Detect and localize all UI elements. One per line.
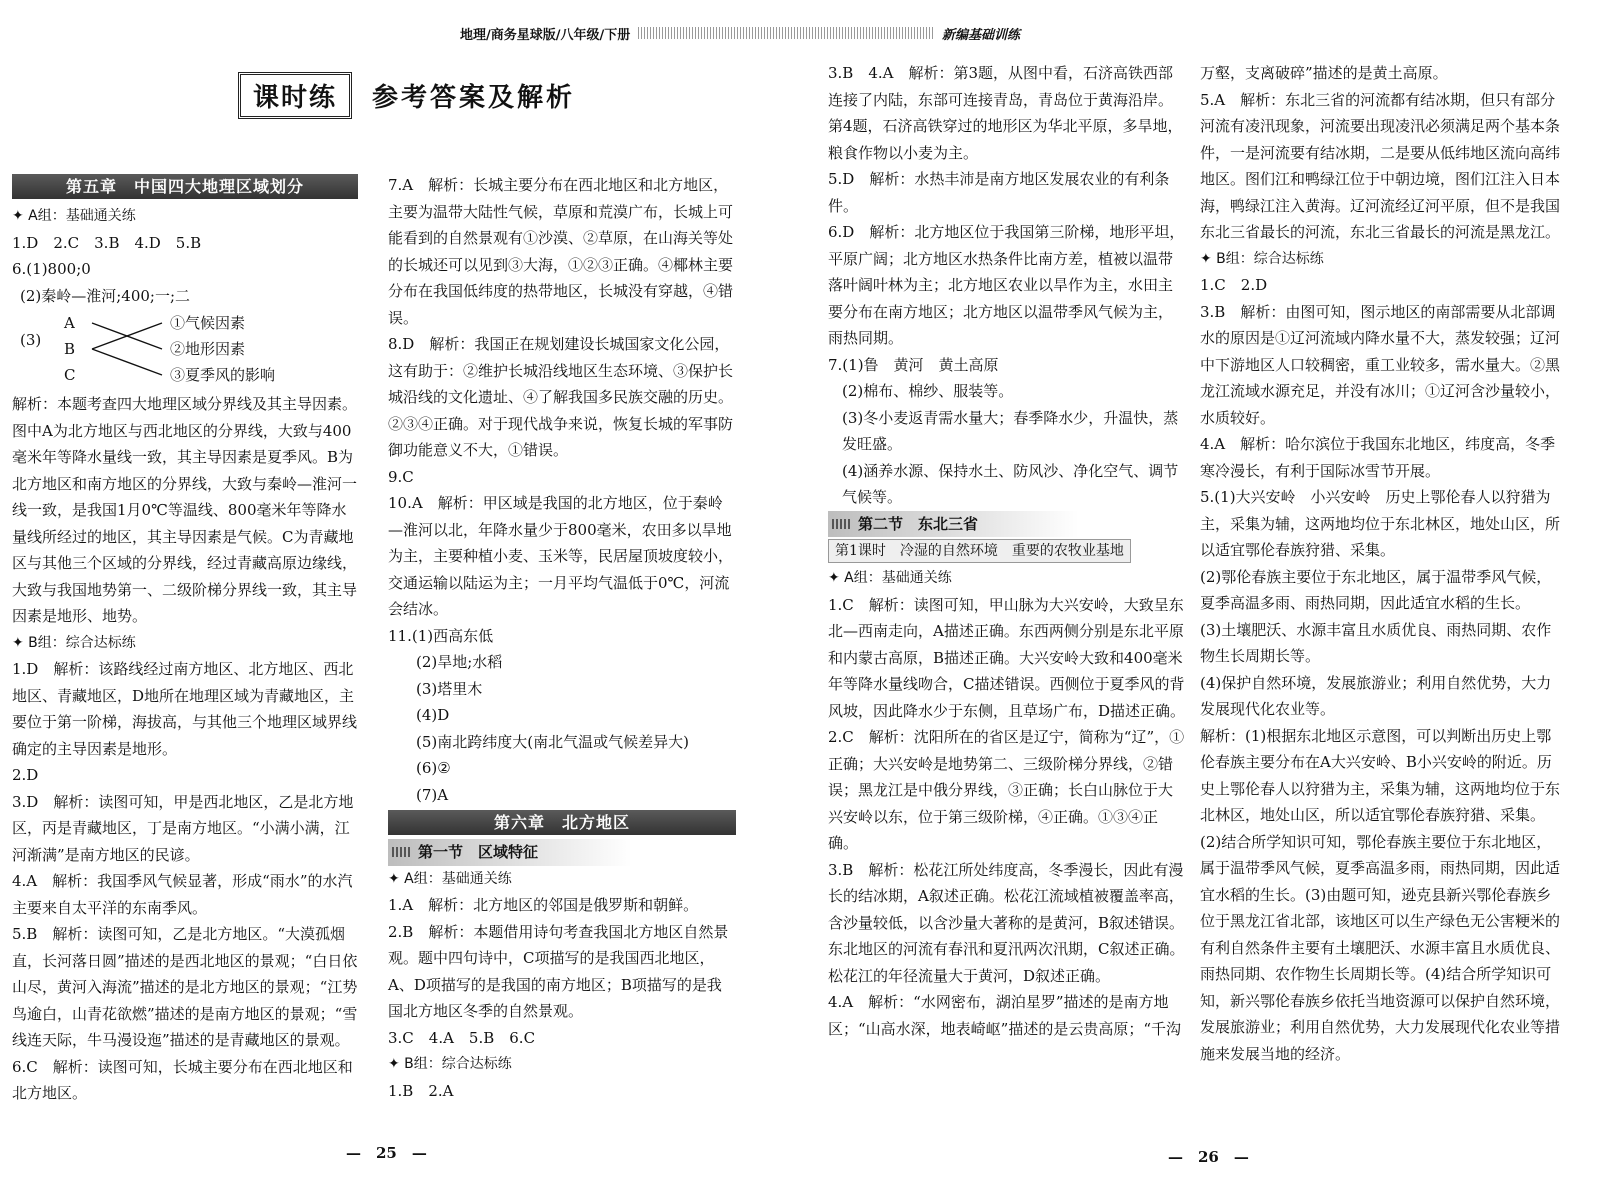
header-subject: 地理/商务星球版/八年级/下册 [460,27,631,43]
explanation: 解析：本题考查四大地理区域分界线及其主导因素。图中A为北方地区与西北地区的分界线，大致与400毫米年等降水量线一致，其主导因素是夏季风。B为北方地区和南方地区的分界线，大致与秦岭—淮河一线一致，是我国1月0℃等温线、800毫米年等降水量线所经过的地区，其主导因素是气候。C为青藏地区与其他三个区域的分界线，经过青藏高原边缘线，大致与我国地势第一、二级阶梯分界线一致，其主导因素是地形、地势。 [12,395,358,625]
explanation: 2.C 解析：沈阳所在的省区是辽宁，简称为“辽”，①正确；大兴安岭是地势第二、三级阶梯分界线，②错误；黑龙江是中俄分界线，③正确；长白山脉位于大兴安岭以东，位于第三级阶梯，④正确。①③④正确。 [828,728,1185,852]
group-b-label: ✦ B组：综合达标练 [12,634,136,651]
chapter-6-banner: 第六章 北方地区 [388,810,736,835]
header-series: 新编基础训练 [941,27,1020,43]
explanation: 8.D 解析：我国正在规划建设长城国家文化公园，这有助于：②维护长城沿线地区生态环境、③保护长城沿线的文化遗址、④了解我国多民族交融的历史。②③④正确。对于现代战争来说，恢复长城的军事防御功能意义不大，①错误。 [388,335,734,459]
title-main: 参考答案及解析 [372,83,576,113]
answer-line: (2)棉布、棉纱、服装等。 [842,382,1014,400]
answer-line: (2)秦岭—淮河;400;一;二 [20,286,191,305]
explanation: 3.B 4.A 解析：第3题，从图中看，石济高铁西部连接了内陆，东部可连接青岛，青岛位于黄海沿岸。第4题，石济高铁穿过的地形区为华北平原，多旱地，粮食作物以小麦为主。 [828,64,1183,162]
explanation: 6.C 解析：读图可知，长城主要分布在西北地区和北方地区。 [12,1057,353,1102]
explanation: 5.(1)大兴安岭 小兴安岭 历史上鄂伦春人以狩猎为主，采集为辅，这两地均位于东北林区，地处山区，所以适宜鄂伦春族狩猎、采集。 [1200,488,1561,559]
group-b-label: ✦ B组：综合达标练 [388,1056,512,1072]
column-3 [828,60,1186,1042]
page-number-left: — 25 — [346,1144,427,1162]
explanation: (2)鄂伦春族主要位于东北地区，属于温带季风气候，夏季高温多雨、雨热同期，因此适宜水稻的生长。 [1200,567,1552,612]
diagram-option-2: ②地形因素 [170,340,246,358]
explanation: 5.B 解析：读图可知，乙是北方地区。“大漠孤烟直，长河落日圆”描述的是西北地区的景观；“白日依山尽，黄河入海流”描述的是北方地区的景观；“江势鸟逾白，山青花欲燃”描述的是南方地区的景观；“雪线连天际，牛马漫设迤”描述的是青藏地区的景观。 [12,925,358,1049]
explanation: 3.B 解析：松花江所处纬度高，冬季漫长，因此有漫长的结冰期，A叙述正确。松花江流域植被覆盖率高，含沙量较低，以含沙量大著称的是黄河，B叙述错误。东北地区的河流有春汛和夏汛两次汛期，C叙述正确。松花江的年径流量大于黄河，D叙述正确。 [828,860,1185,985]
diagram-option-1: ①气候因素 [170,314,246,332]
answer-line: 11.(1)西高东低 [388,626,494,645]
explanation: 4.A 解析：我国季风气候显著，形成“雨水”的水汽主要来自太平洋的东南季风。 [12,872,353,917]
chapter-5-banner: 第五章 中国四大地理区域划分 [12,174,358,199]
group-a-label: ✦ A组：基础通关练 [12,208,136,224]
running-header [460,22,1020,44]
section-heading: 第一节 区域特征 [388,839,736,866]
section-heading: 第二节 东北三省 [828,511,1186,538]
explanation: 7.A 解析：长城主要分布在西北地区和北方地区，主要为温带大陆性气候，草原和荒漠广布，长城上可能看到的自然景观有①沙漠、②草原，在山海关等处的长城还可以见到③大海，①②③正确。④椰林主要分布在我国低纬度的热带地区，长城没有穿越，④错误。 [388,176,734,327]
explanation: 解析：(1)根据东北地区示意图，可以判断出历史上鄂伦春族主要分布在A大兴安岭、B小兴安岭的附近。历史上鄂伦春人以狩猎为主，采集为辅，这两地均位于东北林区，地处山区，所以适宜鄂伦春族狩猎、采集。(2)结合所学知识可知，鄂伦春族主要位于东北地区，属于温带季风气候，夏季高温多雨，雨热同期，因此适宜水稻的生长。(3)由题可知，逊克县新兴鄂伦春族乡位于黑龙江省北部，该地区可以生产绿色无公害粳米的有利自然条件主要有土壤肥沃、水源丰富且水质优良、雨热同期、农作物生长周期长等。(4)结合所学知识可知，新兴鄂伦春族乡依托当地资源可以保护自然环境，发展旅游业；利用自然优势，大力发展现代化农业等措施来发展当地的经济。 [1200,726,1561,1063]
page-title [238,72,575,119]
answer-line: 6.(1)800;0 [12,260,91,278]
explanation: 4.A 解析：“水网密布，湖泊星罗”描述的是南方地区；“山高水深，地表崎岖”描述的是云贵高原；“千沟 [828,993,1182,1038]
answer-line: 1.C 2.D [1200,276,1268,294]
header-divider [638,27,934,39]
answer-line: (4)涵养水源、保持水土、防风沙、净化空气、调节气候等。 [842,461,1179,506]
answer-line: 1.D 2.C 3.B 4.D 5.B [12,233,202,252]
column-2 [388,172,736,1104]
diagram-paren: (3) [20,331,42,349]
explanation: 10.A 解析：甲区域是我国的北方地区，位于秦岭—淮河以北，年降水量少于800毫米，农田多以旱地为主，主要种植小麦、玉米等，民居屋顶坡度较小，交通运输以陆运为主；一月平均气温低于0℃，河流会结冰。 [388,494,734,618]
explanation: 2.B 解析：本题借用诗句考查我国北方地区自然景观。题中四句诗中，C项描写的是我国西北地区，A、D项描写的是我国的南方地区；B项描写的是我国北方地区冬季的自然景观。 [388,922,729,1020]
explanation: 万壑，支离破碎”描述的是黄土高原。 [1200,64,1448,82]
diagram-option-3: ③夏季风的影响 [170,366,276,384]
answer-line: (3)塔里木 [416,679,483,698]
answer-line: (4)D [416,706,450,724]
answer-line: 2.D [12,766,39,784]
explanation: 5.D 解析：水热丰沛是南方地区发展农业的有利条件。 [828,170,1170,215]
explanation: 4.A 解析：哈尔滨位于我国东北地区，纬度高，冬季寒冷漫长，有利于国际冰雪节开展。 [1200,435,1556,480]
title-boxed: 课时练 [238,72,352,119]
answer-line: (2)旱地;水稻 [416,653,503,671]
explanation: 1.C 解析：读图可知，甲山脉为大兴安岭，大致呈东北—西南走向，A描述正确。东西两侧分别是东北平原和内蒙古高原，B描述正确。大兴安岭大致和400毫米年等降水量线吻合，C描述错误。西侧位于夏季风的背风坡，因此降水少于东侧，且草场广布，D描述正确。 [828,595,1186,720]
lesson-heading: 第1课时 冷湿的自然环境 重要的农牧业基地 [828,539,1131,563]
explanation: (4)保护自然环境，发展旅游业；利用自然优势，大力发展现代化农业等。 [1200,673,1552,718]
group-a-label: ✦ A组：基础通关练 [388,870,512,887]
explanation: 1.A 解析：北方地区的邻国是俄罗斯和朝鲜。 [388,896,699,914]
explanation: 3.D 解析：读图可知，甲是西北地区，乙是北方地区，丙是青藏地区，丁是南方地区。“小满小满，江河渐满”是南方地区的民谚。 [12,792,354,864]
answer-line: 7.(1)鲁 黄河 黄土高原 [828,355,999,374]
answer-line: 1.B 2.A [388,1081,454,1100]
answer-line: (6)② [416,759,451,777]
column-1 [12,172,358,1107]
explanation: 5.A 解析：东北三省的河流都有结冰期，但只有部分河流有凌汛现象，河流要出现凌汛必须满足两个基本条件，一是河流要有结冰期，二是要从低纬地区流向高纬地区。图们江和鸭绿江位于中朝边境，图们江注入日本海，鸭绿江注入黄海。辽河流经辽河平原，但不是我国东北三省最长的河流，东北三省最长的河流是黑龙江。 [1200,90,1561,241]
explanation: 1.D 解析：该路线经过南方地区、北方地区、西北地区、青藏地区，D地所在地理区域为青藏地区，主要位于第一阶梯，海拔高，与其他三个地理区域界线确定的主导因素是地形。 [12,660,358,758]
answer-line: (7)A [416,785,449,804]
answer-line: (3)冬小麦返青需水量大；春季降水少，升温快，蒸发旺盛。 [842,408,1179,453]
matching-diagram [12,309,358,391]
diagram-label-c: C [64,366,76,384]
answer-line: 9.C [388,467,414,486]
explanation: (3)土壤肥沃、水源丰富且水质优良、雨热同期、农作物生长周期长等。 [1200,620,1552,665]
group-a-label: ✦ A组：基础通关练 [828,570,952,586]
explanation: 3.B 解析：由图可知，图示地区的南部需要从北部调水的原因是①辽河流域内降水量不大，蒸发较强；辽河中下游地区人口较稠密，重工业较多，需水量大。②黑龙江流域水源充足，并没有冰川；①辽河含沙量较小，水质较好。 [1200,302,1561,427]
page-number-right: — 26 — [1168,1148,1249,1166]
diagram-label-a: A [64,314,75,332]
answer-line: 3.C 4.A 5.B 6.C [388,1028,536,1047]
column-4 [1200,60,1560,1067]
group-b-label: ✦ B组：综合达标练 [1200,250,1324,267]
answer-line: (5)南北跨纬度大(南北气温或气候差异大) [416,732,689,751]
explanation: 6.D 解析：北方地区位于我国第三阶梯，地形平坦，平原广阔；北方地区水热条件比南方差，植被以温带落叶阔叶林为主；北方地区农业以旱作为主，水田主要分布在南方地区；北方地区以温带季风气候为主，雨热同期。 [828,223,1185,347]
diagram-label-b: B [64,340,76,358]
